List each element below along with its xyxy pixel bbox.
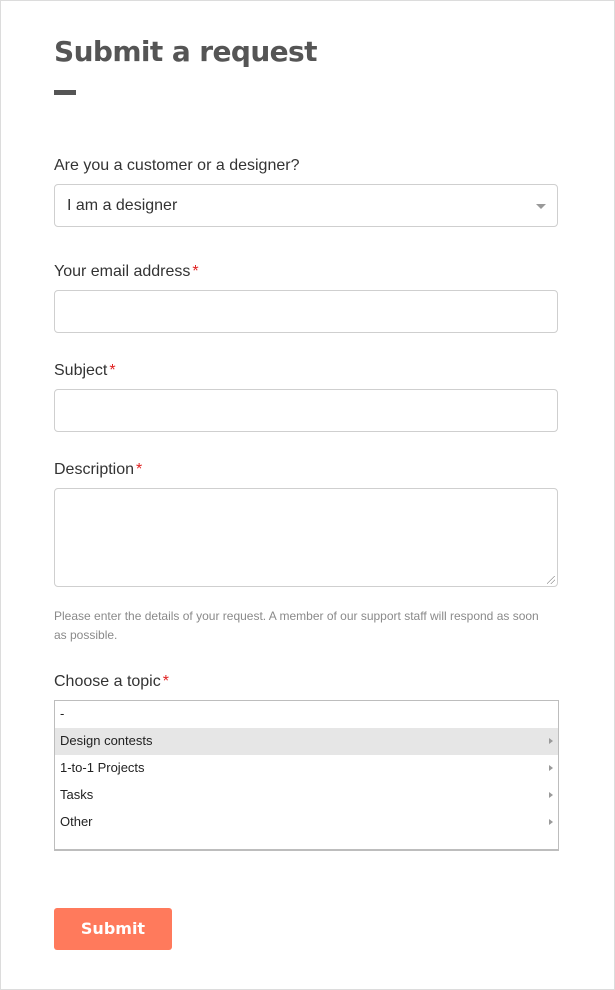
page-title: Submit a request bbox=[54, 35, 317, 68]
subject-field[interactable] bbox=[54, 389, 558, 432]
role-select[interactable] bbox=[54, 184, 558, 227]
description-label-text: Description bbox=[54, 461, 135, 478]
description-textarea[interactable] bbox=[54, 488, 558, 587]
topic-option-design-contests[interactable] bbox=[55, 728, 558, 755]
chevron-right-icon bbox=[549, 819, 553, 825]
email-field[interactable] bbox=[54, 290, 558, 333]
chevron-right-icon bbox=[549, 765, 553, 771]
topic-option-label: - bbox=[60, 706, 65, 721]
topic-option-label: Other bbox=[60, 814, 93, 829]
role-label bbox=[54, 157, 299, 175]
resize-handle-icon[interactable] bbox=[547, 576, 555, 584]
required-mark: * bbox=[162, 673, 169, 690]
topic-option-none[interactable] bbox=[55, 701, 558, 728]
subject-label bbox=[54, 362, 116, 380]
topic-option-1-to-1-projects[interactable] bbox=[55, 755, 558, 782]
subject-label-text: Subject bbox=[54, 362, 108, 379]
description-label bbox=[54, 461, 142, 479]
topic-label-text: Choose a topic bbox=[54, 673, 161, 690]
submit-button[interactable]: Submit bbox=[54, 908, 172, 950]
chevron-down-icon bbox=[536, 204, 546, 209]
email-label bbox=[54, 263, 199, 281]
topic-option-tasks[interactable] bbox=[55, 782, 558, 809]
required-mark: * bbox=[192, 263, 199, 280]
required-mark: * bbox=[109, 362, 116, 379]
required-mark: * bbox=[136, 461, 143, 478]
topic-option-other[interactable] bbox=[55, 809, 558, 836]
topic-option-label: Tasks bbox=[60, 787, 94, 802]
topic-list[interactable] bbox=[54, 700, 559, 851]
topic-option-label: 1-to-1 Projects bbox=[60, 760, 145, 775]
email-label-text: Your email address bbox=[54, 263, 191, 280]
title-underline bbox=[54, 90, 76, 95]
topic-option-label: Design contests bbox=[60, 733, 153, 748]
chevron-right-icon bbox=[549, 738, 553, 744]
description-hint: Please enter the details of your request. A member of our support staff will respond as soon as possible. bbox=[54, 609, 539, 642]
role-select-value: I am a designer bbox=[67, 197, 178, 214]
topic-label bbox=[54, 673, 169, 691]
chevron-right-icon bbox=[549, 792, 553, 798]
role-label-text: Are you a customer or a designer? bbox=[54, 157, 300, 174]
